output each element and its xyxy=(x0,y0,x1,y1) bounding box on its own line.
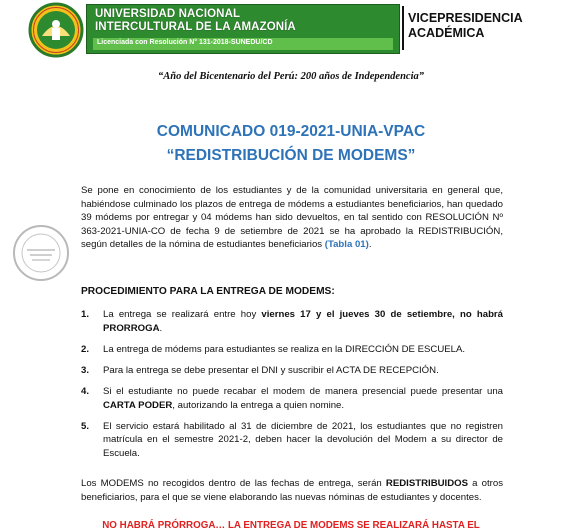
step-text: Si el estudiante no puede recabar el modem de manera presencial puede presentar una xyxy=(103,386,503,398)
communique-subject: “REDISTRIBUCIÓN DE MODEMS” xyxy=(166,147,416,164)
intro-paragraph xyxy=(81,184,503,252)
step-number: 5. xyxy=(81,420,90,432)
step-text: La entrega se realizará entre hoy xyxy=(103,309,262,320)
step-text: Para la entrega se debe presentar el DNI y suscribir el ACTA DE RECEPCIÓN. xyxy=(103,364,439,376)
step-text-end: , autorizando la entrega a quien nomine. xyxy=(172,399,345,411)
university-seal-icon xyxy=(28,2,84,58)
table-reference: (Tabla 01) xyxy=(324,239,369,251)
list-item xyxy=(81,343,503,357)
university-banner xyxy=(86,4,400,54)
list-item xyxy=(81,420,503,461)
university-name-line2: INTERCULTURAL DE LA AMAZONÍA xyxy=(95,21,296,33)
list-item xyxy=(81,364,503,378)
closing-emphasis: REDISTRIBUIDOS xyxy=(385,478,469,489)
list-item xyxy=(81,385,503,412)
step-text-end: . xyxy=(159,322,163,334)
year-motto: “Año del Bicentenario del Perú: 200 años de Independencia” xyxy=(158,71,424,82)
step-emphasis: viernes 17 y el jueves 30 de setiembre, no habrá PRORROGA xyxy=(103,309,503,334)
university-name-line1: UNIVERSIDAD NACIONAL xyxy=(95,8,241,20)
closing-text: Los MODEMS no recogidos dentro de las fechas de entrega, serán xyxy=(81,478,386,489)
deadline-warning: NO HABRÁ PRÓRROGA… LA ENTREGA DE MODEMS SE REALIZARÁ HASTA EL xyxy=(102,520,480,531)
step-number: 1. xyxy=(81,309,90,320)
intro-text: Se pone en conocimiento de los estudiantes y de la comunidad universitaria en general que, habiéndose culminado los plazos de entrega de módems a estudiantes beneficiarios, han quedado 39 módems por entregar y 04 módems han sido devueltos, en tal sentido con RESOLUCIÓN Nº 363-2021-UNIA-CO de fecha 9 de setiembre de 2021 se ha aprobado la REDISTRIBUCIÓN, según detalles de la nómina de estudiantes beneficiarios xyxy=(81,185,503,251)
license-text: Licenciada con Resolución N° 131-2018-SUNEDU/CD xyxy=(97,39,273,46)
step-number: 3. xyxy=(81,364,90,376)
step-number: 2. xyxy=(81,344,90,356)
procedure-heading: PROCEDIMIENTO PARA LA ENTREGA DE MODEMS: xyxy=(81,286,335,297)
step-emphasis: CARTA PODER xyxy=(103,399,173,411)
communique-number: COMUNICADO 019-2021-UNIA-VPAC xyxy=(156,123,426,140)
step-number: 4. xyxy=(81,386,90,398)
step-text: El servicio estará habilitado al 31 de diciembre de 2021, los estudiantes que no registren matrícula en el semestre 2021-2, deben hacer la devolución del Modem a su director de Escuela. xyxy=(103,420,503,459)
closing-paragraph xyxy=(81,477,503,504)
license-strip xyxy=(93,38,393,50)
procedure-steps xyxy=(81,308,503,460)
office-name xyxy=(408,11,523,41)
list-item xyxy=(81,308,503,335)
intro-end: . xyxy=(368,239,372,251)
step-text: La entrega de módems para estudiantes se realiza en la DIRECCIÓN DE ESCUELA. xyxy=(103,344,466,356)
office-line1: VICEPRESIDENCIA xyxy=(408,11,523,25)
header-divider xyxy=(402,6,404,50)
official-stamp-icon xyxy=(10,222,72,284)
closing-text-end: a otros beneficiarios, para el que se viene elaborando las nuevas nóminas de estudiantes y docentes. xyxy=(81,478,503,503)
office-line2: ACADÉMICA xyxy=(408,26,485,40)
